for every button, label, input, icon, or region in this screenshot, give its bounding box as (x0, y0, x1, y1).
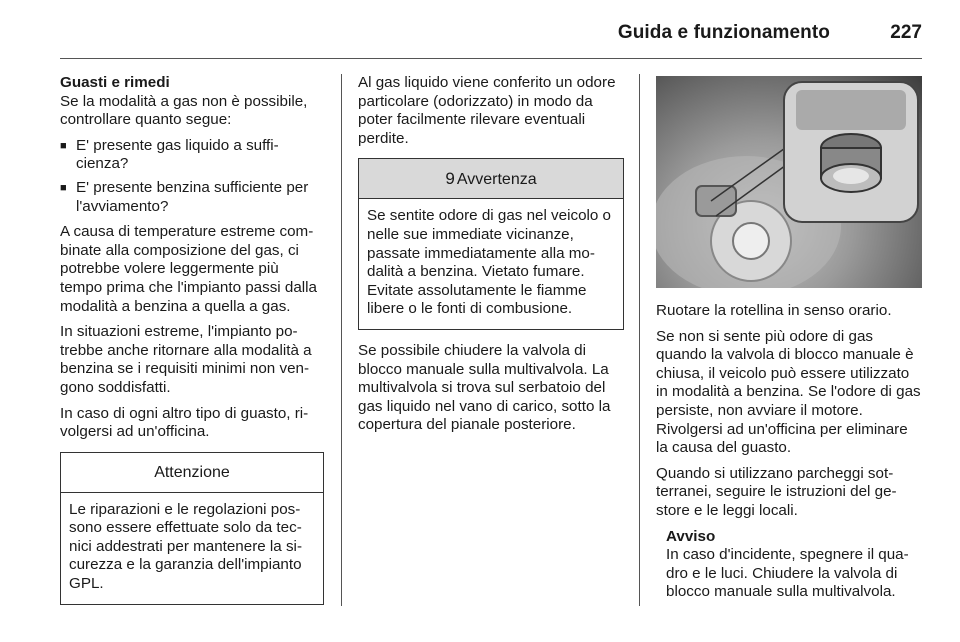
valve-illustration (656, 76, 922, 288)
warning-header (359, 159, 623, 199)
column-divider (341, 74, 342, 606)
paragraph: Al gas liquido viene conferito un odore particolare (odorizzato) in modo da poter facilmente rilevare eventuali perdite. (358, 74, 616, 147)
warning-box (358, 158, 624, 330)
paragraph: In caso di ogni altro tipo di guasto, rivolgersi ad un'officina. (60, 404, 309, 441)
column-middle (358, 74, 624, 442)
checklist (60, 137, 324, 216)
note-body: In caso d'incidente, spegnere il quadro e le luci. Chiudere la valvola di blocco manuale sulla multivalvola. (666, 546, 909, 601)
note-block (656, 528, 922, 602)
warning-icon: 9 (445, 169, 455, 189)
paragraph: Se non si sente più odore di gas quando la valvola di blocco manuale è chiusa, il veicolo può essere utilizzato in modalità a benzina. Se l'odore di gas persiste, non avviare il motore. Rivolgersi ad un'officina per eliminare la causa del guasto. (656, 327, 921, 457)
page-header (60, 18, 922, 58)
page-title: Guida e funzionamento (617, 22, 830, 43)
paragraph: A causa di temperature estreme combinate alla composizione del gas, ci potrebbe volere leggermente più tempo prima che l'impianto passi dalla modalità a benzina a quella a gas. (60, 223, 317, 315)
paragraph: Se la modalità a gas non è possibile, controllare quanto segue: (60, 92, 308, 129)
paragraph: In situazioni estreme, l'impianto potrebbe anche ritornare alla modalità a benzina se i requisiti minimi non vengono soddisfatti. (60, 323, 312, 396)
multivalve-photo (656, 76, 922, 288)
list-item: ■ E' presente gas liquido a sufficienza? (60, 136, 279, 173)
warning-title: Avvertenza (456, 171, 537, 189)
note-heading: Avviso (666, 527, 716, 545)
list-item: ■ E' presente benzina sufficiente per l'avviamento? (60, 178, 309, 215)
column-right (656, 302, 922, 602)
attention-box (60, 452, 324, 605)
bullet-square-icon: ■ (60, 139, 67, 152)
column-left (60, 74, 324, 605)
warning-body: Se sentite odore di gas nel veicolo o nelle sue immediate vicinanze, passate immediatamente alla modalità a benzina. Vietato fumare. Evitate assolutamente le fiamme libere o le fonti di combusione. (367, 207, 612, 318)
paragraph: Quando si utilizzano parcheggi sotterranei, seguire le istruzioni del gestore e le leggi locali. (656, 464, 897, 519)
page-number: 227 (890, 22, 922, 43)
section-heading: Guasti e rimedi (60, 74, 170, 91)
header-divider (60, 58, 922, 59)
attention-title: Attenzione (61, 453, 323, 493)
paragraph: Ruotare la rotellina in senso orario. (656, 302, 892, 319)
bullet-square-icon: ■ (60, 181, 67, 194)
column-divider (639, 74, 640, 606)
attention-body: Le riparazioni e le regolazioni possono essere effettuate solo da tecnici addestrati per mantenere la sicurezza e la garanzia dell'impianto GPL. (69, 500, 302, 593)
paragraph: Se possibile chiudere la valvola di blocco manuale sulla multivalvola. La multivalvola si trova sul serbatoio del gas liquido nel vano di carico, sotto la copertura del pianale posteriore. (358, 341, 611, 434)
